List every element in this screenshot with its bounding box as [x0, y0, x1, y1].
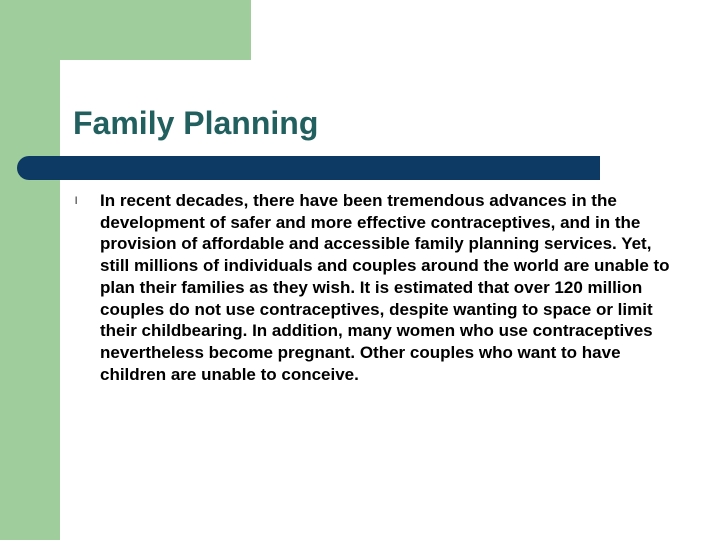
bullet-icon: l: [75, 196, 78, 207]
bullet-text: In recent decades, there have been tremendous advances in the development of safer and more effective contraceptives, and in the provision of affordable and accessible family planning services. Yet, still millions of individuals and couples around the world are unable to plan their families as they wish. It is estimated that over 120 million couples do not use contraceptives, despite wanting to space or limit their childbearing. In addition, many women who use contraceptives nevertheless become pregnant. Other couples who want to have children are unable to conceive.: [100, 191, 670, 384]
slide-title: Family Planning: [73, 105, 319, 141]
title-underline-bar: [17, 156, 600, 180]
green-top-band: [0, 0, 251, 60]
green-left-band: [0, 0, 60, 540]
